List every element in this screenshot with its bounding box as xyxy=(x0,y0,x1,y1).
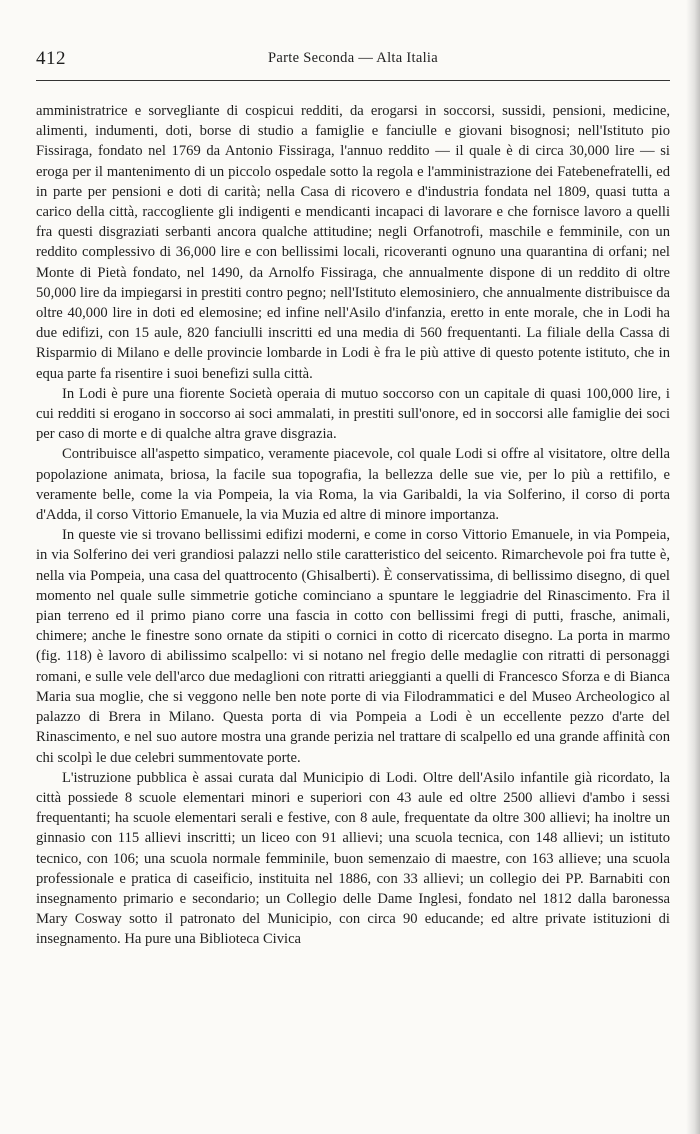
page-edge-shadow xyxy=(686,0,700,1134)
paragraph-continuation: amministratrice e sorvegliante di cospicui redditi, da erogarsi in soccorsi, sussidi, pensioni, medicine, alimenti, indumenti, doti, borse di studio a famiglie e fanciulle e giovani bisognosi; nell'Istituto pio Fissiraga, fondato nel 1769 da Antonio Fissiraga, l'annuo reddito — il quale è di circa 30,000 lire — si eroga per il mantenimento di un piccolo ospedale sotto la regola e l'amministrazione dei Fatebenefratelli, ed in parte per pensioni e doti di carità; nella Casa di ricovero e d'industria fondata nel 1809, quasi tutta a carico della città, raccogliente gli indigenti e mendicanti incapaci di lavorare e che fornisce lavoro a quelli fra questi disgraziati serbanti ancora qualche attitudine; negli Orfanotrofi, maschile e femminile, con un reddito complessivo di 36,000 lire e con bellissimi locali, ricoveranti ognuno una quarantina di orfani; nel Monte di Pietà fondato, nel 1490, da Arnolfo Fissiraga, che annualmente dispone di un reddito di oltre 50,000 lire da impiegarsi in prestiti contro pegno; nell'Istituto elemosiniero, che annualmente distribuisce da oltre 40,000 lire in doti ed elemosine; ed infine nell'Asilo d'infanzia, eretto in ente morale, che in Lodi ha due edifizi, con 15 aule, 820 fanciulli inscritti ed una media di 560 frequentanti. La filiale della Cassa di Risparmio di Milano e delle provincie lombarde in Lodi è fra le più attive di questo potente istituto, che in equa parte fa risentire i suoi benefizi sulla città. xyxy=(36,103,670,382)
paragraph-societa-operaia: In Lodi è pure una fiorente Società operaia di mutuo soccorso con un capitale di quasi 100,000 lire, i cui redditi si erogano in soccorso ai soci ammalati, in prestiti sull'onore, ed in soccorsi alle famiglie dei soci per caso di morte e di qualche altra grave disgrazia. xyxy=(36,385,670,443)
paragraph-edifizi: In queste vie si trovano bellissimi edifizi moderni, e come in corso Vittorio Emanuele, in via Pompeia, in via Solferino dei veri grandiosi palazzi nello stile caratteristico del seicento. Rimarchevole poi fra tutte è, nella via Pompeia, una casa del quattrocento (Ghisalberti). È conservatissima, di bellissimo disegno, di quel momento nel quale sulle simmetrie gotiche cominciano a spuntare le leggiadrie del Rinascimento. Fra il pian terreno ed il primo piano corre una fascia in cotto con bellissimi fregi di putti, frasche, animali, chimere; anche le finestre sono ornate da stipiti o cornici in cotto di ricercato disegno. La porta in marmo (fig. 118) è lavoro di abilissimo scalpello: vi si notano nel fregio delle medaglie con ritratti di personaggi romani, e sulle vele dell'arco due medaglioni con ritratti arieggianti a quelli di Francesco Sforza e di Bianca Maria sua moglie, che si veggono nelle ben note porte di via Filodrammatici e del Museo Archeologico al palazzo di Brera in Milano. Questa porta di via Pompeia a Lodi è un eccellente pezzo d'arte del Rinascimento, e nel suo autore mostra una grande perizia nel trattare di scalpello ed una grande affinità con chi scolpì le due celebri summentovate porte. xyxy=(36,527,670,766)
header-rule xyxy=(36,80,670,81)
page-number: 412 xyxy=(36,48,66,69)
body-text xyxy=(36,101,670,950)
paragraph-istruzione-pubblica: L'istruzione pubblica è assai curata dal Municipio di Lodi. Oltre dell'Asilo infantile già ricordato, la città possiede 8 scuole elementari minori e superiori con 43 aule ed oltre 2500 allievi d'ambo i sessi frequentanti; ha scuole elementari serali e festive, con 8 aule, frequentate da oltre 300 allievi; ha inoltre un ginnasio con 115 allievi inscritti; un liceo con 91 allievi; una scuola tecnica, con 148 allievi; un istituto tecnico, con 106; una scuola normale femminile, buon semenzaio di maestre, con 163 allieve; una scuola professionale e pratica di caseificio, instituita nel 1886, con 33 allievi; un collegio dei PP. Barnabiti con insegnamento primario e secondario; un Collegio delle Dame Inglesi, fondato nel 1812 dalla baronessa Mary Cosway sotto il patronato del Municipio, con circa 90 educande; ed altre private istituzioni di insegnamento. Ha pure una Biblioteca Civica xyxy=(36,769,670,948)
page-header xyxy=(36,48,670,72)
running-title: Parte Seconda — Alta Italia xyxy=(268,50,438,66)
paragraph-vie-di-lodi: Contribuisce all'aspetto simpatico, veramente piacevole, col quale Lodi si offre al visitatore, oltre della popolazione animata, briosa, la facile sua topografia, la bellezza delle sue vie, per lo più a rettifilo, e veramente belle, come la via Pompeia, la via Roma, la via Garibaldi, la via Solferino, il corso di porta d'Adda, il corso Vittorio Emanuele, la via Muzia ed altre di minore importanza. xyxy=(36,446,670,524)
